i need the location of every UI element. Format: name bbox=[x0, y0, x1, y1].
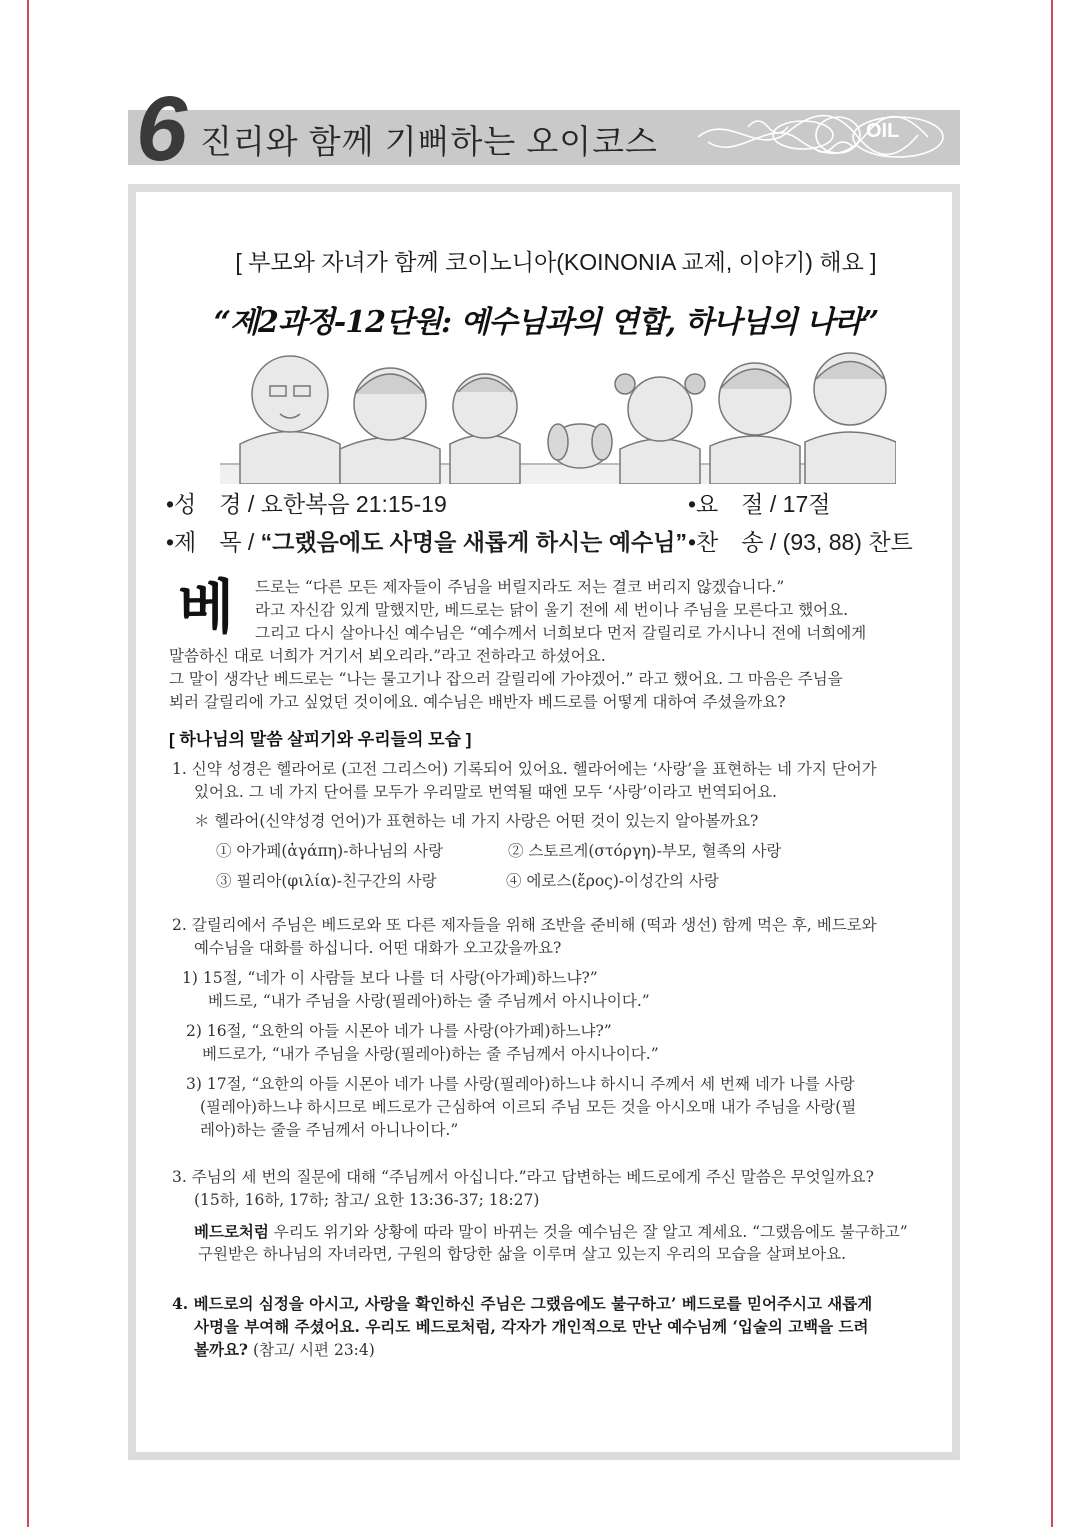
love-item: ① 아가페(ἀγάπη)-하나님의 사랑 bbox=[216, 842, 444, 860]
lesson-panel-inner bbox=[136, 192, 952, 1452]
dialogue-line: 레아)하는 줄을 주님께서 아니나이다.” bbox=[200, 1121, 459, 1139]
chapter-number: 6 bbox=[136, 78, 188, 180]
dialogue-line: 2) 16절, “요한의 아들 시몬아 네가 나를 사랑(아가페)하느냐?” bbox=[186, 1022, 612, 1040]
q4-line: 4. 베드로의 심정을 아시고, 사랑을 확인하신 주님은 그랬음에도 불구하고’ 베드로를 믿어주시고 새롭게 bbox=[172, 1294, 873, 1313]
scripture-row bbox=[166, 486, 447, 519]
intro-paragraph bbox=[169, 576, 929, 714]
unit-script-title: “제2과정-12단원: 예수님과의 연합, 하나님의 나라” bbox=[213, 305, 879, 340]
intro-line: 그리고 다시 살아나신 예수님은 “예수께서 너희보다 먼저 갈릴리로 가시나니 전에 너희에게 bbox=[255, 624, 867, 642]
q3-line: (15하, 16하, 17하; 참고/ 요한 13:36-37; 18:27) bbox=[194, 1191, 540, 1209]
q2-line: 2. 갈릴리에서 주님은 베드로와 또 다른 제자들을 위해 조반을 준비해 (떡과 생선) 함께 먹은 후, 베드로와 bbox=[172, 916, 877, 934]
hymn-value: (93, 88) 찬트 bbox=[782, 529, 913, 555]
dialogue-line: 3) 17절, “요한의 아들 시몬아 네가 나를 사랑(필레아)하느냐 하시니 주께서 세 번째 네가 나를 사랑 bbox=[186, 1075, 855, 1093]
q3-answer-line bbox=[194, 1220, 908, 1244]
q4-line: 사명을 부여해 주셨어요. 우리도 베드로처럼, 각자가 개인적으로 만난 예수님께 ‘입술의 고백을 드려 bbox=[194, 1317, 869, 1336]
dialogue-line: (필레아)하느냐 하시므로 베드로가 근심하여 이르되 주님 모든 것을 아시오매 내가 주님을 사랑(필 bbox=[200, 1098, 857, 1116]
lesson-panel bbox=[128, 184, 960, 1460]
intro-line: 말씀하신 대로 너희가 거기서 뵈오리라.”라고 전하라고 하셨어요. bbox=[169, 647, 606, 665]
verse-value: 17절 bbox=[782, 491, 831, 517]
intro-line: 라고 자신감 있게 말했지만, 베드로는 닭이 울기 전에 세 번이나 주님을 모른다고 했어요. bbox=[255, 601, 849, 619]
title-label: •제 목 / bbox=[166, 529, 261, 555]
family-illustration-icon bbox=[220, 334, 896, 484]
q4-last-bold: 볼까요? bbox=[194, 1340, 249, 1359]
scripture-value: 요한복음 21:15-19 bbox=[260, 491, 447, 517]
title-row bbox=[166, 524, 687, 557]
verse-row bbox=[688, 486, 830, 519]
love-item: ④ 에로스(ἔρος)-이성간의 사랑 bbox=[506, 872, 719, 890]
dialogue-line: 베드로, “내가 주님을 사랑(필레아)하는 줄 주님께서 아시나이다.” bbox=[208, 992, 650, 1010]
chapter-title: 진리와 함께 기뻐하는 오이코스 bbox=[200, 123, 658, 160]
oil-label: OIL bbox=[866, 120, 900, 142]
intro-line: 그 말이 생각난 베드로는 “나는 물고기나 잡으러 갈릴리에 가야겠어.” 라고 했어요. 그 마음은 주님을 bbox=[169, 670, 843, 688]
love-item: ③ 필리아(φιλία)-친구간의 사랑 bbox=[216, 872, 437, 890]
q4-reference: (참고/ 시편 23:4) bbox=[248, 1341, 375, 1359]
koinonia-subheading: [ 부모와 자녀가 함께 코이노니아(KOINONIA 교제, 이야기) 해요 ] bbox=[235, 249, 877, 275]
chapter-header bbox=[128, 78, 960, 180]
q1-line: 1. 신약 성경은 헬라어로 (고전 그리스어) 기록되어 있어요. 헬라어에는 ‘사랑’을 표현하는 네 가지 단어가 bbox=[172, 760, 877, 778]
dialogue-line: 1) 15절, “네가 이 사람들 보다 나를 더 사랑(아가페)하느냐?” bbox=[182, 969, 598, 987]
love-item: ② 스토르게(στόργη)-부모, 혈족의 사랑 bbox=[508, 842, 782, 860]
q3-answer-line: 구원받은 하나님의 자녀라면, 구원의 합당한 삶을 이루며 살고 있는지 우리의 모습을 살펴보아요. bbox=[198, 1245, 847, 1263]
ornament-swirl-icon bbox=[688, 107, 958, 162]
q2-line: 예수님을 대화를 하십니다. 어떤 대화가 오고갔을까요? bbox=[194, 939, 562, 957]
q1-note: ＊ 헬라어(신약성경 언어)가 표현하는 네 가지 사랑은 어떤 것이 있는지 알아볼까요? bbox=[194, 812, 759, 830]
q4-last-line bbox=[194, 1338, 375, 1362]
hymn-row bbox=[688, 524, 913, 557]
q3-answer-rest: 우리도 위기와 상황에 따라 말이 바뀌는 것을 예수님은 잘 알고 계세요. “그랬음에도 불구하고” bbox=[268, 1223, 908, 1241]
hymn-label: •찬 송 / bbox=[688, 529, 783, 555]
q3-line: 3. 주님의 세 번의 질문에 대해 “주님께서 아십니다.”라고 답변하는 베드로에게 주신 말씀은 무엇일까요? bbox=[172, 1168, 874, 1186]
dialogue-line: 베드로가, “내가 주님을 사랑(필레아)하는 줄 주님께서 아시나이다.” bbox=[202, 1045, 659, 1063]
scripture-label: •성 경 / bbox=[166, 491, 261, 517]
intro-line: 드로는 “다른 모든 제자들이 주님을 버릴지라도 저는 결코 버리지 않겠습니다.” bbox=[255, 578, 785, 596]
q1-line: 있어요. 그 네 가지 단어를 모두가 우리말로 번역될 때엔 모두 ‘사랑’이라고 번역되어요. bbox=[194, 783, 777, 801]
intro-dropcap: 베 bbox=[178, 575, 235, 640]
section-title: [ 하나님의 말씀 살피기와 우리들의 모습 ] bbox=[169, 730, 472, 749]
q3-answer-bold: 베드로처럼 bbox=[194, 1222, 269, 1241]
intro-line: 뵈러 갈릴리에 가고 싶었던 것이에요. 예수님은 배반자 베드로를 어떻게 대하여 주셨을까요? bbox=[169, 693, 786, 711]
verse-label: •요 절 / bbox=[688, 491, 783, 517]
title-value: “그랬음에도 사명을 새롭게 하시는 예수님” bbox=[260, 529, 687, 555]
